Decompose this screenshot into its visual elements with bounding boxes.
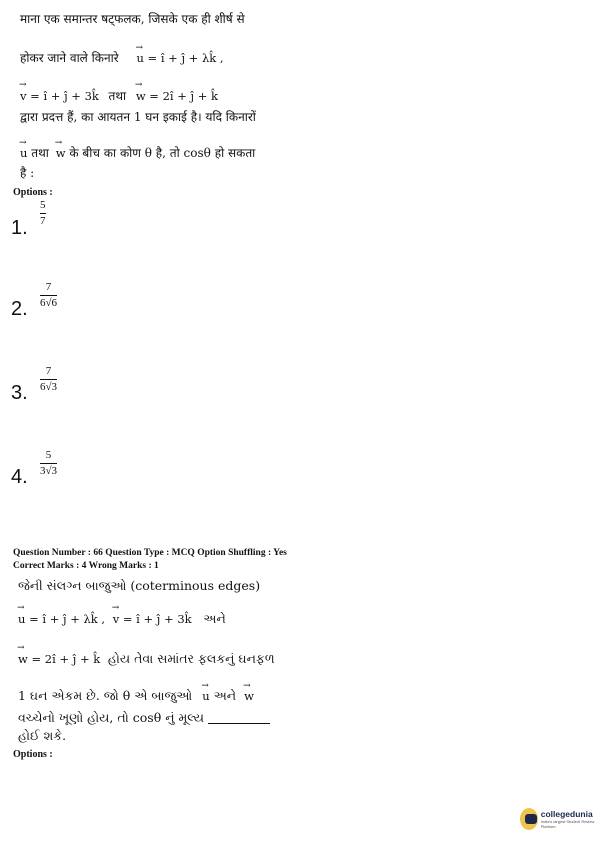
question-hindi-line1: माना एक समान्तर षट्फलक, जिसके एक ही शीर्ष से <box>20 12 245 26</box>
question-gujarati-line1: જેની સંલગ્ન બાજુઓ (coterminous edges) <box>18 578 261 593</box>
question-meta-line2: Correct Marks : 4 Wrong Marks : 1 <box>13 561 159 571</box>
option-1-number: 1. <box>11 217 28 239</box>
question-hindi-line5: → u तथा → w के बीच का कोण θ है, तो cosθ हो सकता <box>20 147 255 160</box>
vector-uv-gujarati-line: → u = î + ĵ + λk̂ , → v = î + ĵ + 3k̂ અને <box>18 612 226 626</box>
logo-tagline: India's largest Student Review Platform <box>540 819 595 829</box>
question-meta-line1: Question Number : 66 Question Type : MCQ Option Shuffling : Yes <box>13 548 287 558</box>
collegedunia-logo <box>520 808 595 830</box>
option-3-number: 3. <box>11 382 28 404</box>
vector-v: → v <box>20 89 27 103</box>
vector-w-gujarati-line: → w = 2î + ĵ + k̂ હોય તેવા સમાંતર ફલકનું ઘનફળ <box>18 652 275 666</box>
option-4-fraction: 5 3√3 <box>40 449 58 477</box>
question-gujarati-line5: વચ્ચેનો ખૂણો હોય, તો cosθ નું મૂલ્ય <box>18 712 270 725</box>
question-gujarati-line4: 1 ઘન એકમ છે. જો θ એ બાજુઓ → u અને → w <box>18 690 254 703</box>
option-4-number: 4. <box>11 466 28 488</box>
vector-w: → w <box>136 89 146 103</box>
collegedunia-logo-icon <box>520 808 538 830</box>
option-2-fraction: 7 6√6 <box>40 281 58 309</box>
vector-u: → u <box>136 53 143 65</box>
question-hindi-line2 <box>20 52 224 65</box>
logo-name: collegedunia <box>540 809 593 819</box>
option-2-number: 2. <box>11 298 28 320</box>
vector-u-definition: → u = î + ĵ + λk̂ , <box>136 51 223 65</box>
vector-vw-line: → v = î + ĵ + 3k̂ तथा → w = 2î + ĵ + k̂ <box>20 89 218 103</box>
question-gujarati-line6: હોઈ શકે. <box>18 728 67 743</box>
option-3-fraction: 7 6√3 <box>40 365 58 393</box>
answer-blank <box>208 713 270 724</box>
question-hindi-line6: है : <box>20 166 35 180</box>
option-1-fraction: 5 7 <box>40 199 46 227</box>
question-hindi-line2-text: होकर जाने वाले किनारे <box>20 51 119 65</box>
options-label: Options : <box>13 187 53 198</box>
question-hindi-line4: द्वारा प्रदत्त हैं, का आयतन 1 घन इकाई है। यदि किनारों <box>20 110 256 124</box>
options-label-2: Options : <box>13 749 53 760</box>
